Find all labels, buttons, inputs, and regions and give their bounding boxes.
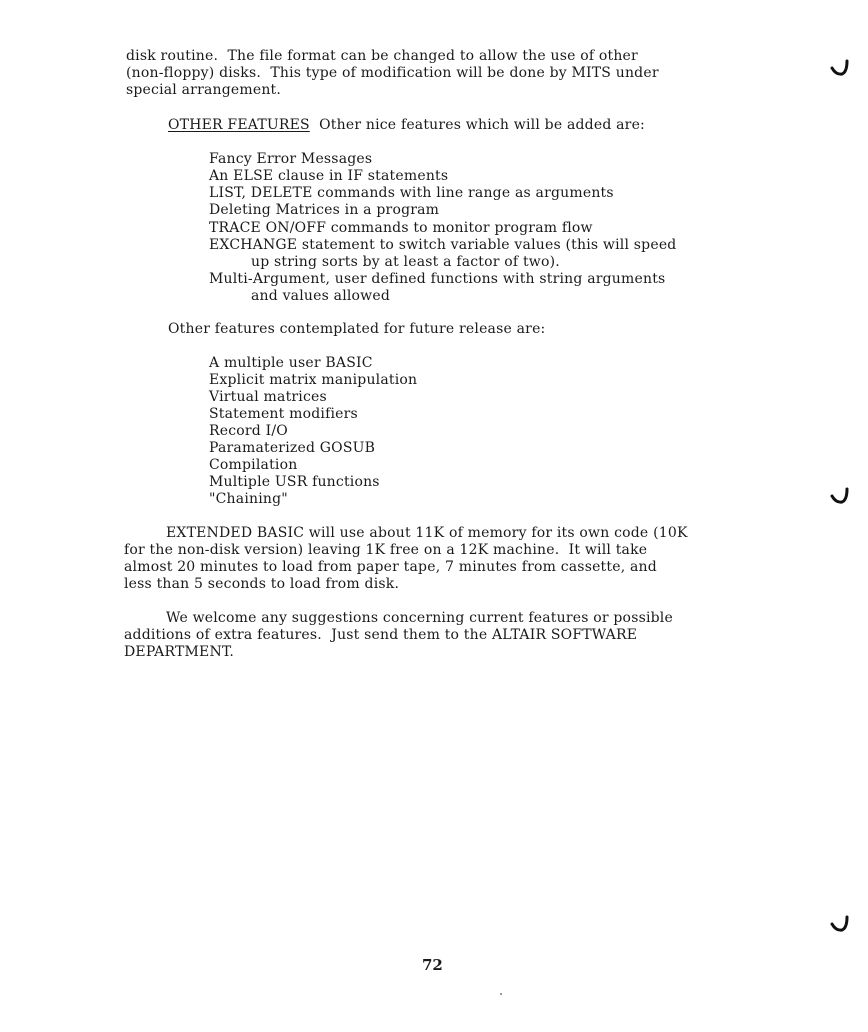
- memory-paragraph-line-2: for the non-disk version) leaving 1K free on a 12K machine. It will take: [124, 542, 648, 558]
- list-item: Compilation: [209, 457, 298, 473]
- list-item: LIST, DELETE commands with line range as arguments: [209, 185, 614, 201]
- list-item: "Chaining": [209, 491, 288, 507]
- memory-paragraph-line-1: EXTENDED BASIC will use about 11K of memory for its own code (10K: [166, 525, 688, 541]
- list-item: EXCHANGE statement to switch variable values (this will speed: [209, 237, 677, 253]
- list-item: Virtual matrices: [209, 389, 327, 405]
- list-item: Paramaterized GOSUB: [209, 440, 376, 456]
- other-features-heading: OTHER FEATURES: [168, 117, 310, 133]
- list-item: Statement modifiers: [209, 406, 358, 422]
- page-number: 72: [422, 956, 443, 974]
- list-item: Explicit matrix manipulation: [209, 372, 418, 388]
- welcome-paragraph-line-3: DEPARTMENT.: [124, 644, 235, 660]
- binder-hole-mark-icon: [830, 58, 850, 78]
- other-features-section: [168, 117, 645, 134]
- memory-paragraph-line-4: less than 5 seconds to load from disk.: [124, 576, 400, 592]
- list-item-continuation: up string sorts by at least a factor of two).: [251, 254, 560, 270]
- welcome-paragraph-line-2: additions of extra features. Just send them to the ALTAIR SOFTWARE: [124, 627, 638, 643]
- binder-hole-mark-icon: [830, 914, 850, 934]
- list-item: Fancy Error Messages: [209, 151, 373, 167]
- other-features-lead: Other nice features which will be added are:: [319, 117, 645, 133]
- intro-line-2: (non-floppy) disks. This type of modification will be done by MITS under: [126, 65, 659, 81]
- list-item: TRACE ON/OFF commands to monitor program flow: [209, 220, 593, 236]
- list-item-continuation: and values allowed: [251, 288, 391, 304]
- future-features-lead: Other features contemplated for future release are:: [168, 321, 546, 337]
- list-item: Deleting Matrices in a program: [209, 202, 440, 218]
- list-item: Multi-Argument, user defined functions with string arguments: [209, 271, 666, 287]
- paper-speck: [500, 993, 502, 995]
- memory-paragraph-line-3: almost 20 minutes to load from paper tape, 7 minutes from cassette, and: [124, 559, 657, 575]
- list-item: A multiple user BASIC: [209, 355, 373, 371]
- binder-hole-mark-icon: [830, 486, 850, 506]
- intro-line-1: disk routine. The file format can be changed to allow the use of other: [126, 48, 638, 64]
- welcome-paragraph-line-1: We welcome any suggestions concerning current features or possible: [166, 610, 673, 626]
- list-item: Record I/O: [209, 423, 288, 439]
- list-item: An ELSE clause in IF statements: [209, 168, 449, 184]
- list-item: Multiple USR functions: [209, 474, 380, 490]
- intro-line-3: special arrangement.: [126, 82, 282, 98]
